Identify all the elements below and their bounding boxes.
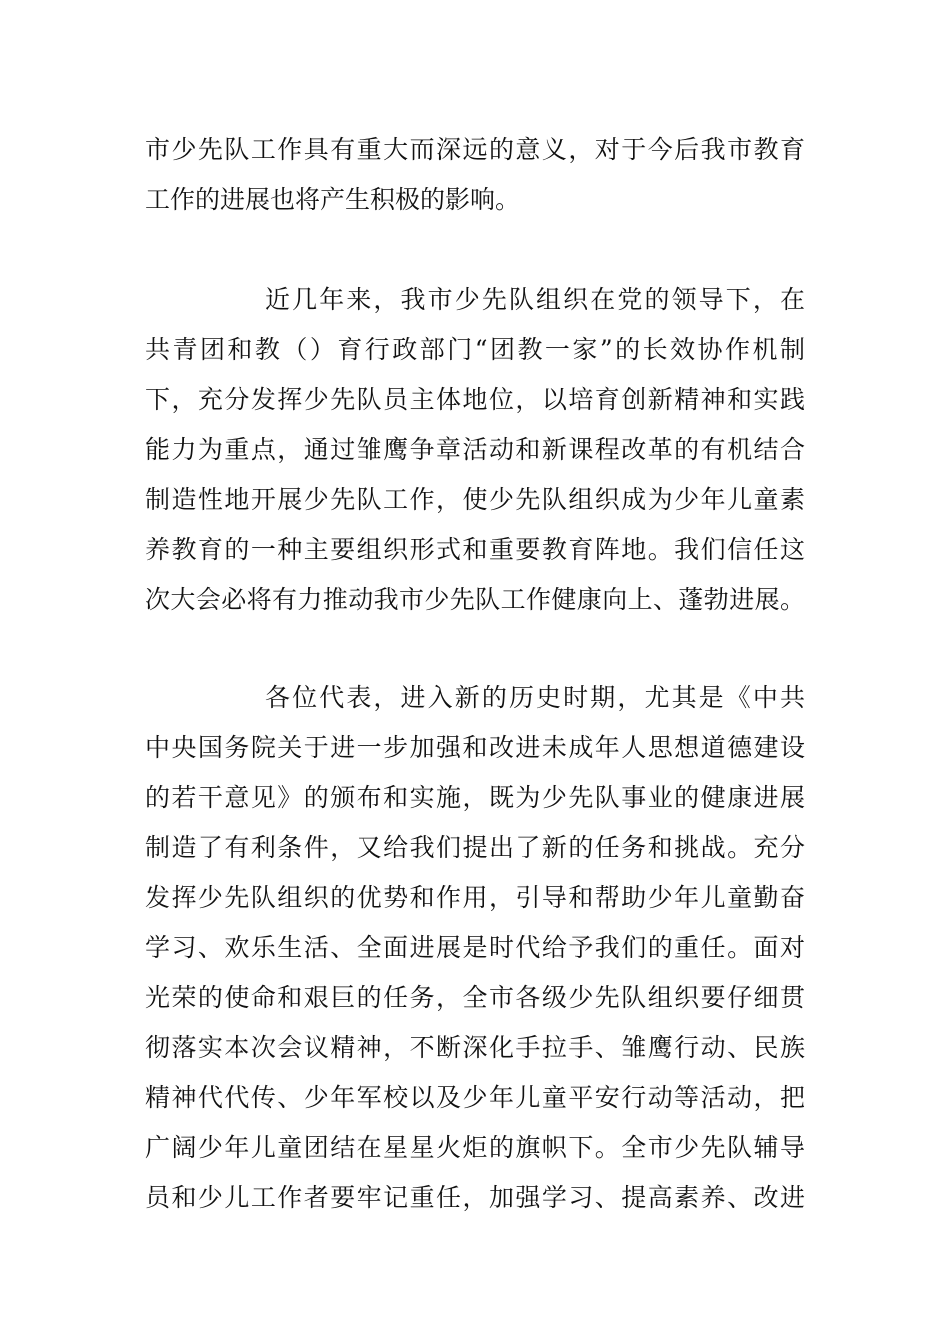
text-line: 各位代表，进入新的历史时期，尤其是《中共: [265, 683, 805, 712]
text-line: 精神代代传、少年军校以及少年儿童平安行动等活动，把: [145, 1083, 805, 1112]
text-line: 市少先队工作具有重大而深远的意义，对于今后我市教育: [145, 135, 805, 164]
text-line: 制造性地开展少先队工作，使少先队组织成为少年儿童素: [145, 485, 805, 514]
text-line: 光荣的使命和艰巨的任务，全市各级少先队组织要仔细贯: [145, 983, 805, 1012]
text-line: 发挥少先队组织的优势和作用，引导和帮助少年儿童勤奋: [145, 883, 805, 912]
text-line: 中央国务院关于进一步加强和改进未成年人思想道德建设: [145, 733, 805, 762]
text-line: 彻落实本次会议精神，不断深化手拉手、雏鹰行动、民族: [145, 1033, 805, 1062]
text-line: 共青团和教（）育行政部门“团教一家”的长效协作机制: [145, 335, 805, 364]
text-line: 能力为重点，通过雏鹰争章活动和新课程改革的有机结合: [145, 435, 805, 464]
text-line: 制造了有利条件，又给我们提出了新的任务和挑战。充分: [145, 833, 805, 862]
text-line: 的若干意见》的颁布和实施，既为少先队事业的健康进展: [145, 783, 805, 812]
text-line: 养教育的一种主要组织形式和重要教育阵地。我们信任这: [145, 535, 805, 564]
text-line: 近几年来，我市少先队组织在党的领导下，在: [265, 285, 805, 314]
text-line: 次大会必将有力推动我市少先队工作健康向上、蓬勃进展。: [145, 585, 805, 614]
text-line: 学习、欢乐生活、全面进展是时代给予我们的重任。面对: [145, 933, 805, 962]
text-line: 员和少儿工作者要牢记重任，加强学习、提高素养、改进: [145, 1183, 805, 1212]
text-line: 下，充分发挥少先队员主体地位，以培育创新精神和实践: [145, 385, 805, 414]
text-line: 工作的进展也将产生积极的影响。: [145, 185, 521, 214]
text-line: 广阔少年儿童团结在星星火炬的旗帜下。全市少先队辅导: [145, 1133, 805, 1162]
